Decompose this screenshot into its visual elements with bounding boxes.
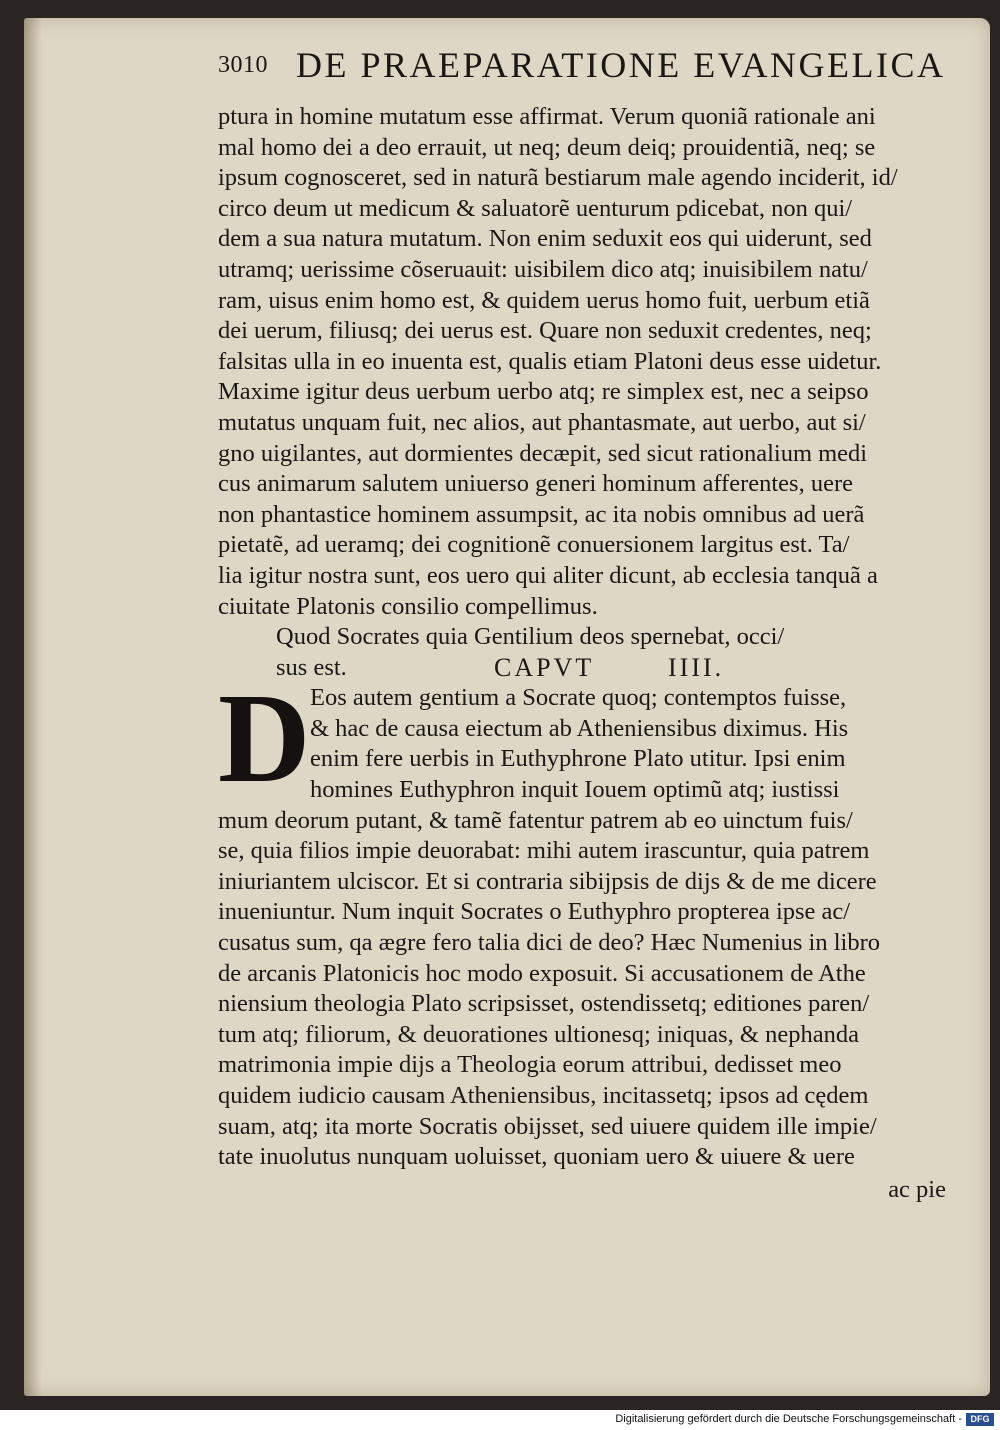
text-line: circo deum ut medicum & saluatorẽ uenturum pdicebat, non qui/ — [218, 194, 853, 222]
caput-number: IIII. — [668, 652, 725, 682]
paragraph-a — [218, 102, 960, 622]
page-header — [218, 44, 958, 98]
dfg-logo: DFG — [966, 1413, 994, 1426]
text-line: lia igitur nostra sunt, eos uero qui aliter dicunt, ab ecclesia tanquã a — [218, 561, 878, 589]
text-line: dem a sua natura mutatum. Non enim seduxit eos qui uiderunt, sed — [218, 225, 872, 253]
text-line: inueniuntur. Num inquit Socrates o Euthyphro propterea ipse ac/ — [218, 898, 851, 926]
text-line: non phantastice hominem assumpsit, ac ita nobis omnibus ad uerã — [218, 500, 865, 528]
text-line: suam, atq; ita morte Socratis obijsset, sed uiuere quidem ille impie/ — [218, 1112, 877, 1140]
text-line: utramq; uerissime cõseruauit: uisibilem dico atq; inuisibilem natu/ — [218, 255, 868, 283]
text-line: mutatus unquam fuit, nec alios, aut phantasmate, aut uerbo, aut si/ — [218, 408, 866, 436]
text-line: enim fere uerbis in Euthyphrone Plato utitur. Ipsi enim — [310, 745, 846, 773]
text-line: tate inuolutus nunquam uoluisset, quoniam uero & uiuere & uere — [218, 1143, 855, 1171]
chapter-heading — [218, 622, 960, 683]
text-line: falsitas ulla in eo inuenta est, qualis etiam Platoni deus esse uidetur. — [218, 347, 882, 375]
caput-label: CAPVT — [494, 652, 595, 682]
page-gutter-shadow — [24, 18, 42, 1396]
text-line: niensium theologia Plato scripsisset, ostendissetq; editiones paren/ — [218, 990, 870, 1018]
text-line: cusatus sum, qa ægre fero talia dici de deo? Hæc Numenius in libro — [218, 929, 881, 957]
funding-credit: Digitalisierung gefördert durch die Deutsche Forschungsgemeinschaft - — [615, 1413, 962, 1425]
text-line: matrimonia impie dijs a Theologia eorum attribui, dedisset meo — [218, 1051, 842, 1079]
text-line: & hac de causa eiectum ab Atheniensibus diximus. His — [310, 714, 849, 742]
text-line: Eos autem gentium a Socrate quoq; contemptos fuisse, — [310, 684, 847, 712]
text-line: gno uigilantes, aut dormientes decæpit, sed sicut rationalium medi — [218, 439, 868, 467]
text-line: ram, uisus enim homo est, & quidem uerus homo fuit, uerbum etiã — [218, 286, 870, 314]
footer-bar — [0, 1410, 1000, 1430]
text-line: iniuriantem ulciscor. Et si contraria sibijpsis de dijs & de me dicere — [218, 867, 877, 895]
chapter-heading-line: Quod Socrates quia Gentilium deos spernebat, occi/ — [276, 623, 785, 651]
text-line: quidem iudicio causam Atheniensibus, incitassetq; ipsos ad cędem — [218, 1082, 869, 1109]
text-line: ciuitate Platonis consilio compellimus. — [218, 592, 598, 620]
text-line: de arcanis Platonicis hoc modo exposuit. Si accusationem de Athe — [218, 959, 866, 987]
chapter-heading-end: sus est. — [276, 653, 347, 681]
chapter-heading-line-2 — [218, 653, 960, 684]
text-line: cus animarum salutem uniuerso generi hominum afferentes, uere — [218, 470, 853, 498]
text-line: ipsum cognosceret, sed in naturã bestiarum male agendo inciderit, id/ — [218, 164, 898, 192]
text-line: ptura in homine mutatum esse affirmat. Verum quoniã rationale ani — [218, 103, 876, 130]
text-line: homines Euthyphron inquit Iouem optimũ atq; iustissi — [310, 776, 840, 804]
text-line: pietatẽ, ad ueramq; dei cognitionẽ conuersionem largitus est. Ta/ — [218, 531, 850, 559]
text-line: se, quia filios impie deuorabat: mihi autem irascuntur, quia patrem — [218, 837, 870, 865]
text-line: dei uerum, filiusq; dei uerus est. Quare non seduxit credentes, neq; — [218, 317, 872, 345]
folio-number: 3010 — [218, 52, 268, 78]
drop-cap-initial: D — [218, 667, 311, 810]
text-line: mal homo dei a deo errauit, ut neq; deum deiq; prouidentiã, neq; se — [218, 133, 876, 161]
catchword: ac pie — [888, 1175, 946, 1203]
text-line: mum deorum putant, & tamẽ fatentur patrem ab eo uinctum fuis/ — [218, 806, 853, 834]
text-line: tum atq; filiorum, & deuorationes ultionesq; iniquas, & nephanda — [218, 1020, 859, 1048]
running-title: DE PRAEPARATIONE EVANGELICA — [296, 45, 946, 85]
text-block — [218, 102, 960, 1207]
text-line: Maxime igitur deus uerbum uerbo atq; re simplex est, nec a seipso — [218, 378, 869, 406]
